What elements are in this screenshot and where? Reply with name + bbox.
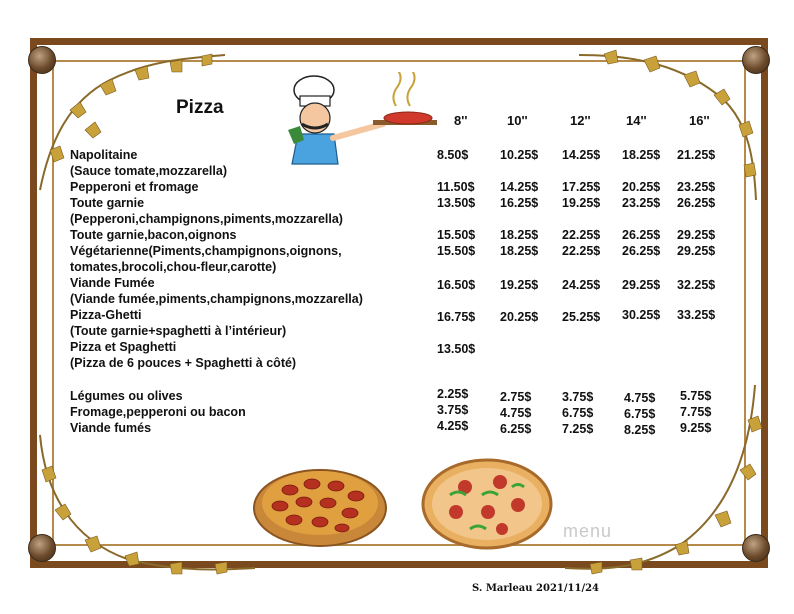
vine-decoration-bottom-left [30,430,260,580]
price-viande-fumes-8: 4.25$ [437,419,469,433]
item-vegetarienne-description: tomates,brocoli,chou-fleur,carotte) [70,260,277,274]
price-pepperoni-12: 17.25$ [562,180,601,194]
price-toute-garnie-14: 23.25$ [622,196,661,210]
item-toute-garnie-bacon: Toute garnie,bacon,oignons [70,228,237,242]
price-viande-fumee-14: 29.25$ [622,278,661,292]
price-viande-fumes-12: 7.25$ [562,422,594,436]
price-fromage-8: 3.75$ [437,403,469,417]
price-garnie-bacon-14: 26.25$ [622,228,661,242]
price-legumes-12: 3.75$ [562,390,594,404]
size-header-12: 12'' [570,113,591,128]
item-pepperoni-fromage: Pepperoni et fromage [70,180,199,194]
price-viande-fumes-10: 6.25$ [500,422,532,436]
price-pizza-ghetti-12: 25.25$ [562,310,601,324]
price-pepperoni-14: 20.25$ [622,180,661,194]
price-toute-garnie-10: 16.25$ [500,196,539,210]
item-pizza-ghetti: Pizza-Ghetti [70,308,142,322]
menu-title: Pizza [176,97,224,118]
size-header-14: 14'' [626,113,647,128]
price-vegetarienne-16: 29.25$ [677,244,716,258]
price-fromage-14: 6.75$ [624,407,656,421]
item-toute-garnie-description: (Pepperoni,champignons,piments,mozzarella) [70,212,343,226]
extra-legumes-olives: Légumes ou olives [70,389,183,403]
price-fromage-12: 6.75$ [562,406,594,420]
price-garnie-bacon-10: 18.25$ [500,228,539,242]
watermark: menu [563,521,613,541]
price-fromage-16: 7.75$ [680,405,712,419]
price-garnie-bacon-12: 22.25$ [562,228,601,242]
price-viande-fumes-14: 8.25$ [624,423,656,437]
price-napolitaine-16: 21.25$ [677,148,716,162]
extra-fromage-pepperoni-bacon: Fromage,pepperoni ou bacon [70,405,246,419]
price-napolitaine-10: 10.25$ [500,148,539,162]
price-viande-fumee-12: 24.25$ [562,278,601,292]
price-garnie-bacon-16: 29.25$ [677,228,716,242]
size-header-8: 8'' [454,113,468,128]
price-fromage-10: 4.75$ [500,406,532,420]
item-vegetarienne: Végétarienne(Piments,champignons,oignons, [70,244,342,258]
price-pepperoni-16: 23.25$ [677,180,716,194]
vegetarian-pizza-image [420,457,555,552]
price-toute-garnie-8: 13.50$ [437,196,476,210]
extra-viande-fumes: Viande fumés [70,421,152,435]
item-napolitaine-description: (Sauce tomate,mozzarella) [70,164,227,178]
price-pepperoni-8: 11.50$ [437,180,475,194]
price-viande-fumes-16: 9.25$ [680,421,712,435]
item-pizza-spaghetti-description: (Pizza de 6 pouces + Spaghetti à côté) [70,356,297,370]
vine-decoration-top-right [574,40,764,210]
price-pizza-spaghetti-8: 13.50$ [437,342,476,356]
price-vegetarienne-8: 15.50$ [437,244,476,258]
footer-signature: S. Marleau 2021/11/24 [472,583,600,594]
item-viande-fumee: Viande Fumée [70,276,155,290]
price-napolitaine-12: 14.25$ [562,148,601,162]
price-toute-garnie-12: 19.25$ [562,196,601,210]
chef-illustration [278,72,438,167]
price-vegetarienne-14: 26.25$ [622,244,661,258]
price-toute-garnie-16: 26.25$ [677,196,716,210]
item-napolitaine: Napolitaine [70,148,138,162]
price-viande-fumee-16: 32.25$ [677,278,716,292]
price-legumes-14: 4.75$ [624,391,656,405]
price-napolitaine-14: 18.25$ [622,148,661,162]
item-viande-fumee-description: (Viande fumée,piments,champignons,mozzarella) [70,292,363,306]
price-viande-fumee-8: 16.50$ [437,278,476,292]
price-vegetarienne-12: 22.25$ [562,244,601,258]
price-legumes-16: 5.75$ [680,389,712,403]
price-garnie-bacon-8: 15.50$ [437,228,476,242]
pepperoni-pizza-image [250,458,390,548]
item-toute-garnie: Toute garnie [70,196,145,210]
price-pizza-ghetti-10: 20.25$ [500,310,539,324]
price-vegetarienne-10: 18.25$ [500,244,539,258]
price-napolitaine-8: 8.50$ [437,148,469,162]
price-pizza-ghetti-16: 33.25$ [677,308,716,322]
price-pepperoni-10: 14.25$ [500,180,539,194]
price-legumes-8: 2.25$ [437,387,469,401]
price-viande-fumee-10: 19.25$ [500,278,539,292]
size-header-10: 10'' [507,113,528,128]
item-pizza-spaghetti: Pizza et Spaghetti [70,340,177,354]
price-pizza-ghetti-14: 30.25$ [622,308,661,322]
price-pizza-ghetti-8: 16.75$ [437,310,476,324]
item-pizza-ghetti-description: (Toute garnie+spaghetti à l’intérieur) [70,324,287,338]
price-legumes-10: 2.75$ [500,390,532,404]
size-header-16: 16'' [689,113,710,128]
